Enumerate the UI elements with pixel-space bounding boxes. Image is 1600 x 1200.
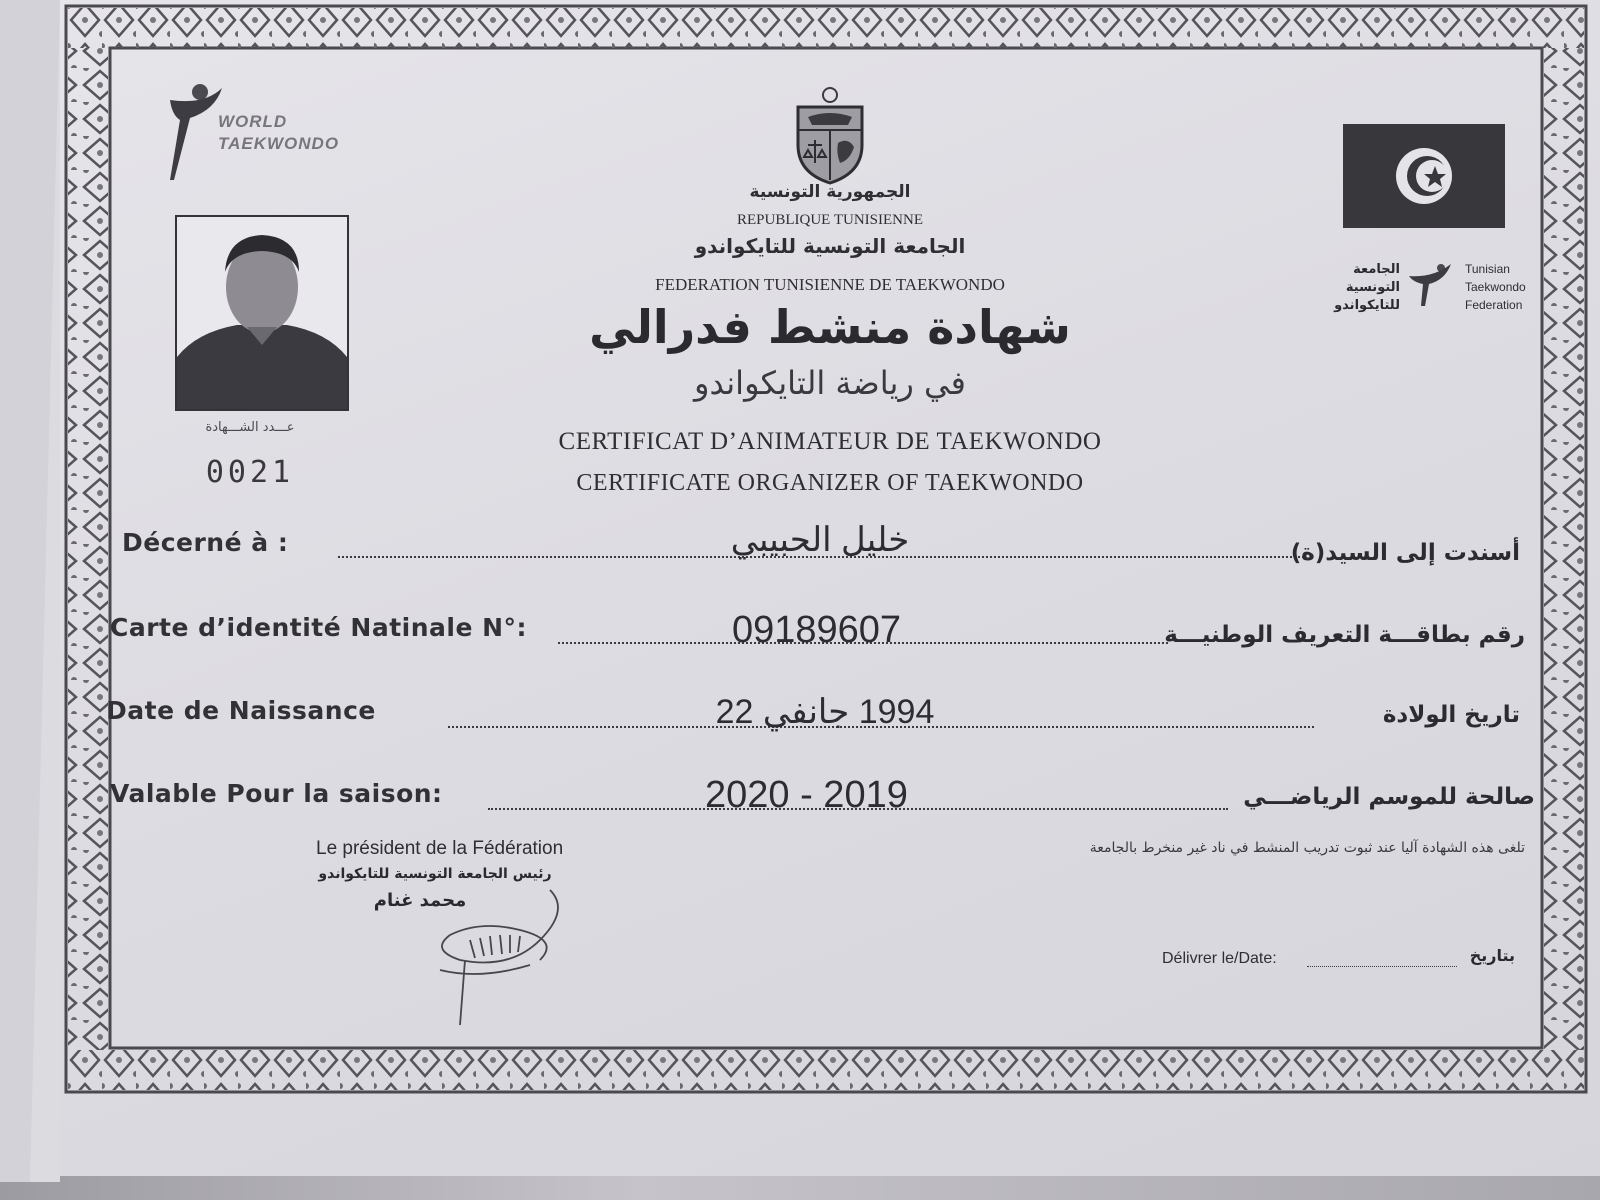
flag-icon	[1343, 124, 1505, 228]
president-signature	[420, 880, 590, 1030]
federation-french: FEDERATION TUNISIENNE DE TAEKWONDO	[655, 275, 1005, 294]
tunisia-coat-of-arms	[790, 85, 870, 185]
birth-date-label-fr: Date de Naissance	[106, 696, 376, 725]
ttf-kicker-icon	[1405, 260, 1455, 310]
tunisia-flag	[1343, 124, 1505, 228]
ttf-logo-en-line1: Tunisian	[1465, 262, 1510, 276]
federation-arabic: الجامعة التونسية للتايكواندو	[694, 234, 966, 258]
ttf-logo-ar-line2: التونسية	[1345, 280, 1400, 295]
president-label-fr: Le président de la Fédération	[316, 838, 564, 859]
title-arabic-sub: في رياضة التايكواندو	[694, 364, 966, 402]
national-id-label-ar: رقم بطاقـــة التعريف الوطنيـــة	[1164, 622, 1525, 648]
title-french: CERTIFICAT D’ANIMATEUR DE TAEKWONDO	[558, 428, 1102, 455]
president-name: محمد غنام	[373, 890, 467, 911]
season-label-fr: Valable Pour la saison:	[110, 779, 443, 808]
certificate-number-value: 0021	[205, 455, 295, 490]
title-english: CERTIFICATE ORGANIZER OF TAEKWONDO	[576, 470, 1084, 496]
awarded-to-value: خليل الحبيبي	[730, 521, 910, 559]
season-value: 2020 - 2019	[705, 774, 908, 816]
coat-of-arms-icon	[790, 85, 870, 185]
holder-photo	[175, 215, 349, 411]
awarded-to-label-ar: أسندت إلى السيد(ة)	[1290, 540, 1520, 566]
wt-logo-line2: TAEKWONDO	[218, 134, 340, 153]
birth-date-label-ar: تاريخ الولادة	[1382, 702, 1520, 728]
validity-note-ar: تلغى هذه الشهادة آليا عند ثبوت تدريب المنشط في ناد غير منخرط بالجامعة	[1089, 840, 1525, 856]
deliver-date-label-ar: بتاريخ	[1469, 946, 1515, 965]
deliver-date-label: Délivrer le/Date:	[1162, 950, 1277, 967]
president-label-ar: رئيس الجامعة التونسية للتايكواندو	[318, 866, 552, 882]
birth-date-value: 1994 جانفي 22	[715, 693, 935, 731]
national-id-label-fr: Carte d’identité Natinale N°:	[110, 613, 528, 642]
season-label-ar: صالحة للموسم الرياضـــي	[1243, 784, 1535, 810]
deliver-date-dotted-line	[1307, 966, 1457, 967]
republic-arabic: الجمهورية التونسية	[749, 182, 911, 202]
title-arabic-main: شهادة منشط فدرالي	[589, 300, 1071, 354]
certificate-number-label: عـــدد الشـــهادة	[205, 420, 295, 435]
awarded-to-label-fr: Décerné à :	[122, 528, 289, 557]
republic-french: REPUBLIQUE TUNISIENNE	[737, 212, 923, 228]
ttf-logo-en-line2: Taekwondo	[1465, 280, 1526, 294]
ttf-logo-en-line3: Federation	[1465, 298, 1523, 312]
person-photo-icon	[177, 217, 347, 409]
world-taekwondo-logo	[160, 80, 350, 190]
ttf-logo-ar-line1: الجامعة	[1353, 262, 1400, 277]
wt-logo-line1: WORLD	[218, 112, 288, 131]
ttf-logo-ar-line3: للتايكواندو	[1334, 298, 1400, 313]
national-id-value: 09189607	[732, 609, 902, 651]
